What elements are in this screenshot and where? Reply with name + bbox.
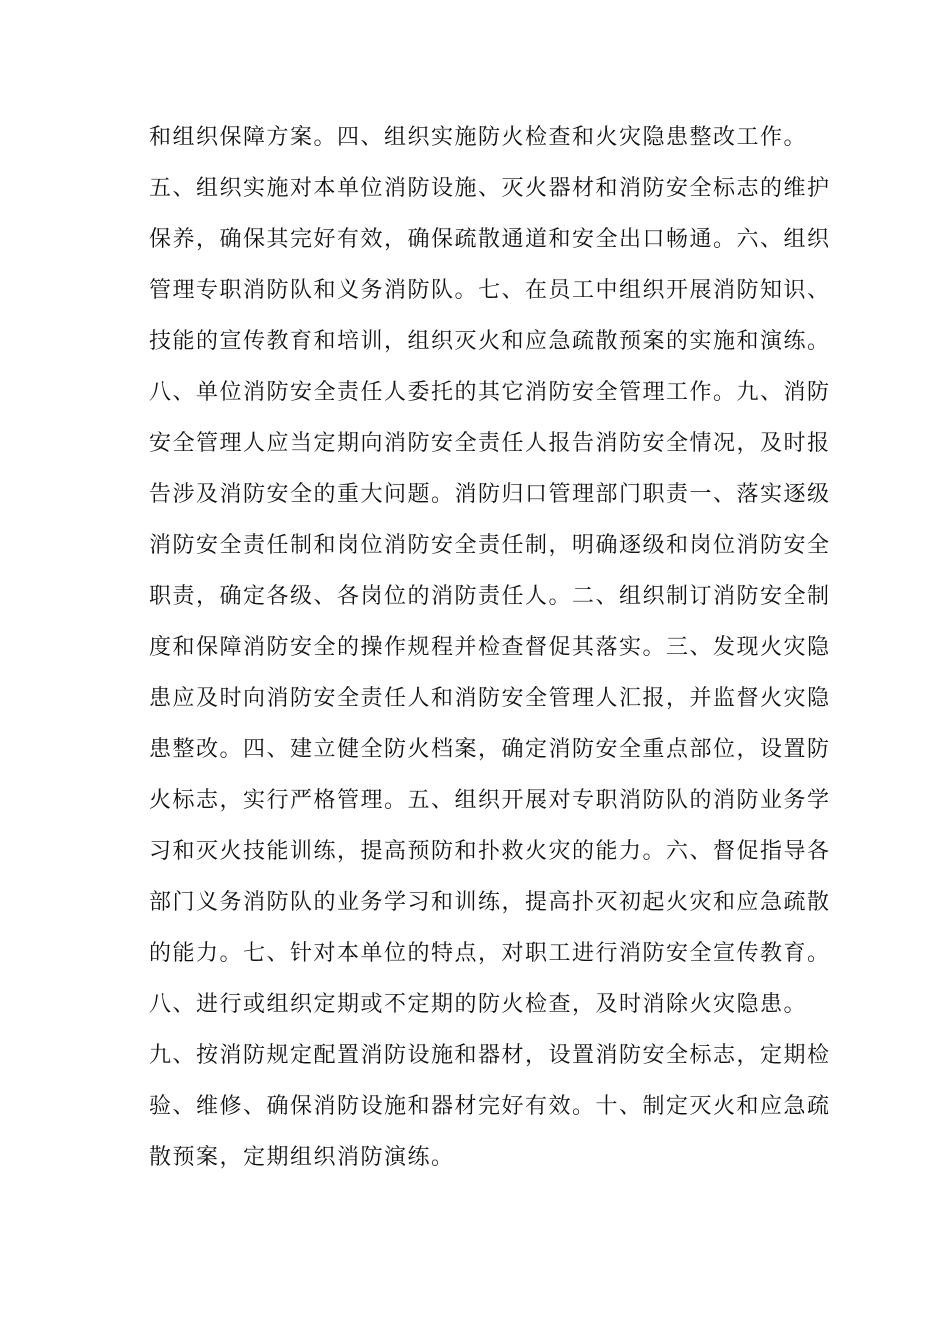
text-line-15: 习和灭火技能训练，提高预防和扑救火灾的能力。六、督促指导各 bbox=[149, 839, 831, 864]
text-line-9: 消防安全责任制和岗位消防安全责任制，明确逐级和岗位消防安全 bbox=[149, 533, 831, 558]
text-line-14: 火标志，实行严格管理。五、组织开展对专职消防队的消防业务学 bbox=[149, 788, 831, 813]
text-line-16: 部门义务消防队的业务学习和训练，提高扑灭初起火灾和应急疏散 bbox=[149, 890, 831, 915]
text-line-8: 告涉及消防安全的重大问题。消防归口管理部门职责一、落实逐级 bbox=[149, 482, 831, 507]
text-line-13: 患整改。四、建立健全防火档案，确定消防安全重点部位，设置防 bbox=[149, 737, 831, 762]
text-line-7: 安全管理人应当定期向消防安全责任人报告消防安全情况，及时报 bbox=[149, 431, 831, 456]
text-line-17: 的能力。七、针对本单位的特点，对职工进行消防安全宣传教育。 bbox=[149, 941, 831, 966]
text-line-5: 技能的宣传教育和培训，组织灭火和应急疏散预案的实施和演练。 bbox=[149, 329, 831, 354]
text-line-18: 八、进行或组织定期或不定期的防火检查，及时消除火灾隐患。 bbox=[149, 992, 808, 1017]
text-line-2: 五、组织实施对本单位消防设施、灭火器材和消防安全标志的维护 bbox=[149, 176, 831, 201]
text-line-1: 和组织保障方案。四、组织实施防火检查和火灾隐患整改工作。 bbox=[149, 125, 808, 150]
text-line-3: 保养，确保其完好有效，确保疏散通道和安全出口畅通。六、组织 bbox=[149, 227, 831, 252]
text-line-10: 职责，确定各级、各岗位的消防责任人。二、组织制订消防安全制 bbox=[149, 584, 831, 609]
text-line-4: 管理专职消防队和义务消防队。七、在员工中组织开展消防知识、 bbox=[149, 278, 831, 303]
text-line-11: 度和保障消防安全的操作规程并检查督促其落实。三、发现火灾隐 bbox=[149, 635, 831, 660]
text-line-6: 八、单位消防安全责任人委托的其它消防安全管理工作。九、消防 bbox=[149, 380, 831, 405]
text-line-20: 验、维修、确保消防设施和器材完好有效。十、制定灭火和应急疏 bbox=[149, 1094, 831, 1119]
text-line-21: 散预案，定期组织消防演练。 bbox=[149, 1145, 455, 1170]
text-line-12: 患应及时向消防安全责任人和消防安全管理人汇报，并监督火灾隐 bbox=[149, 686, 831, 711]
text-line-19: 九、按消防规定配置消防设施和器材，设置消防安全标志，定期检 bbox=[149, 1043, 831, 1068]
